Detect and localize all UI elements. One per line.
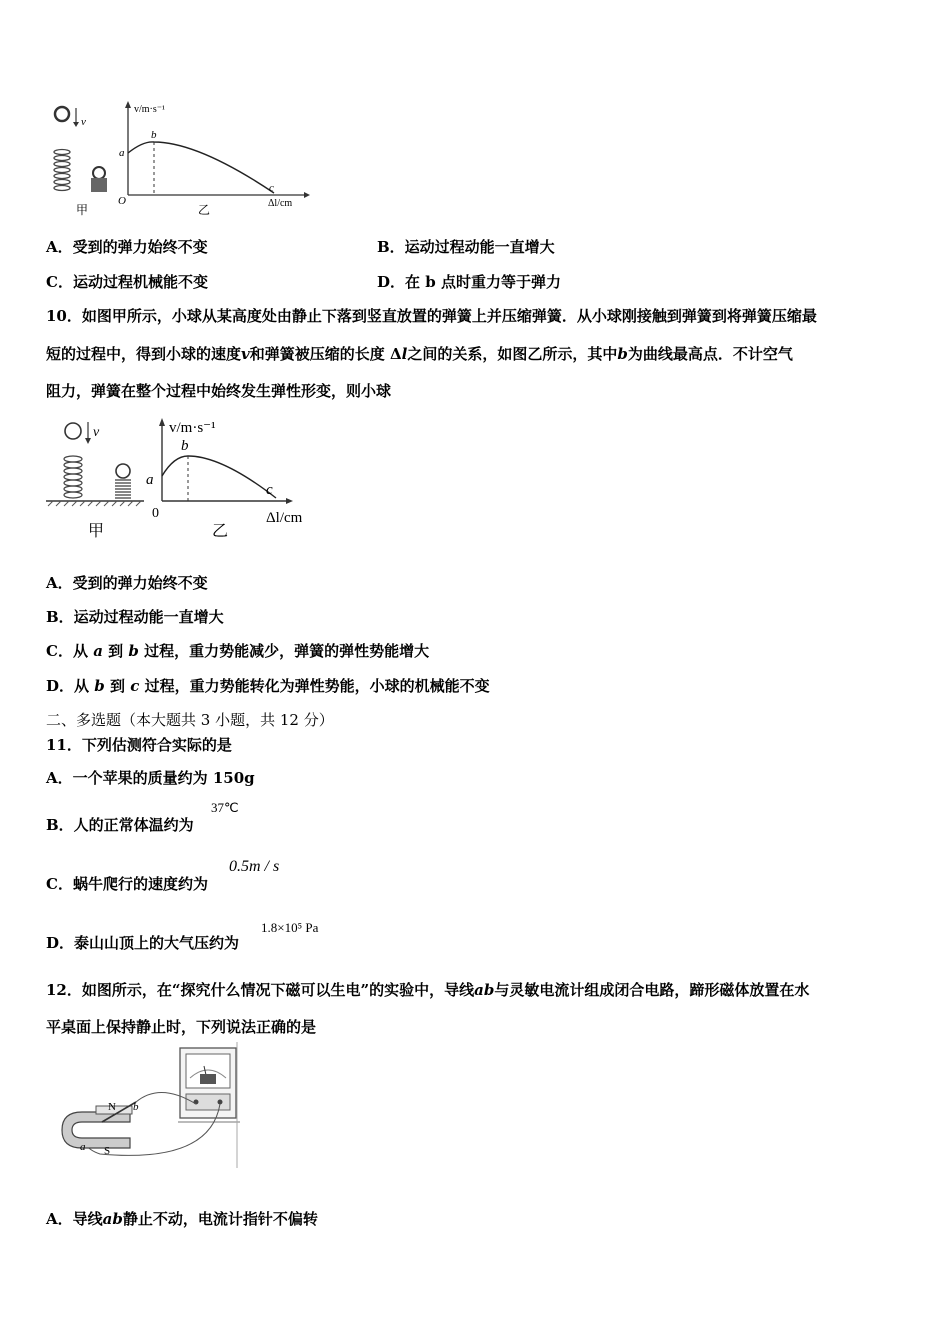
origin-label: 0: [152, 506, 159, 521]
q10-figure: [42, 414, 322, 546]
point-a: a: [80, 1141, 86, 1153]
ball-on-spring: [116, 464, 130, 478]
q11-option-a: A．一个苹果的质量约为 150g: [46, 769, 255, 787]
v-curve: [128, 142, 274, 193]
q9-option-c: C．运动过程机械能不变: [46, 273, 208, 291]
q11-option-c: C．蜗牛爬行的速度约为: [46, 875, 208, 893]
q10-option-d: D．从 b 到 c 过程，重力势能转化为弹性势能，小球的机械能不变: [46, 677, 490, 695]
ball-on-spring: [93, 167, 105, 179]
spring: [64, 456, 82, 498]
q9-option-a: A．受到的弹力始终不变: [46, 238, 208, 256]
x-label: Δl/cm: [268, 198, 293, 209]
point-c: c: [269, 182, 274, 194]
yi-label: 乙: [198, 203, 211, 217]
q11-option-b: B．人的正常体温约为: [46, 816, 194, 834]
q10-stem-line2: 短的过程中，得到小球的速度v和弹簧被压缩的长度 Δl之间的关系，如图乙所示，其中b为曲线最高点．不计空气: [46, 345, 793, 363]
q9-option-b: B．运动过程动能一直增大: [377, 238, 555, 256]
n-pole: N: [108, 1101, 116, 1113]
q11-option-c-value: 0.5m / s: [229, 858, 280, 875]
q12-stem-line2: 平桌面上保持静止时，下列说法正确的是: [46, 1018, 317, 1036]
v-label: v: [93, 425, 100, 440]
ball: [65, 423, 81, 439]
point-a: a: [119, 147, 125, 159]
y-label: v/m·s⁻¹: [169, 420, 216, 436]
q9-figure: [48, 98, 318, 220]
jia-label: 甲: [88, 523, 105, 540]
point-a: a: [146, 472, 154, 488]
s-pole: S: [104, 1145, 111, 1157]
origin-label: O: [118, 195, 126, 207]
q10-stem-line1: 10．如图甲所示，小球从某高度处由静止下落到竖直放置的弹簧上并压缩弹簧．从小球刚接触到弹簧到将弹簧压缩最: [46, 307, 817, 325]
compressed-spring: [115, 480, 131, 498]
q9-option-d: D．在 b 点时重力等于弹力: [377, 273, 561, 291]
q10-stem-line3: 阻力，弹簧在整个过程中始终发生弹性形变，则小球: [46, 382, 392, 400]
compressed-spring: [91, 178, 107, 192]
q11-option-b-value: 37℃: [211, 800, 239, 815]
q10-option-c: C．从 a 到 b 过程，重力势能减少，弹簧的弹性势能增大: [46, 642, 430, 660]
yi-label: 乙: [212, 523, 229, 540]
q11-option-d: D．泰山山顶上的大气压约为: [46, 934, 240, 952]
point-b: b: [151, 129, 157, 141]
x-label: Δl/cm: [266, 510, 303, 526]
point-b: b: [181, 438, 189, 454]
q11-stem: 11．下列估测符合实际的是: [46, 736, 232, 754]
q11-option-d-value: 1.8×10⁵ Pa: [261, 920, 319, 935]
y-label: v/m·s⁻¹: [134, 104, 166, 115]
ball: [55, 107, 69, 121]
horseshoe-magnet: [62, 1106, 132, 1148]
point-c: c: [266, 482, 273, 498]
spring: [54, 150, 70, 191]
point-b: b: [133, 1101, 139, 1113]
section-heading: 二、多选题（本大题共 3 小题，共 12 分）: [46, 711, 334, 729]
q10-option-b: B．运动过程动能一直增大: [46, 608, 224, 626]
jia-label: 甲: [76, 203, 89, 217]
q10-option-a: A．受到的弹力始终不变: [46, 574, 208, 592]
v-curve: [162, 456, 276, 498]
q12-figure: [60, 1042, 250, 1172]
galvanometer: [178, 1048, 240, 1122]
v-label: v: [81, 116, 86, 128]
q12-stem-line1: 12．如图所示，在“探究什么情况下磁可以生电”的实验中，导线ab与灵敏电流计组成闭合电路，蹄形磁体放置在水: [46, 981, 810, 999]
q12-option-a: A．导线ab静止不动，电流计指针不偏转: [46, 1210, 318, 1228]
